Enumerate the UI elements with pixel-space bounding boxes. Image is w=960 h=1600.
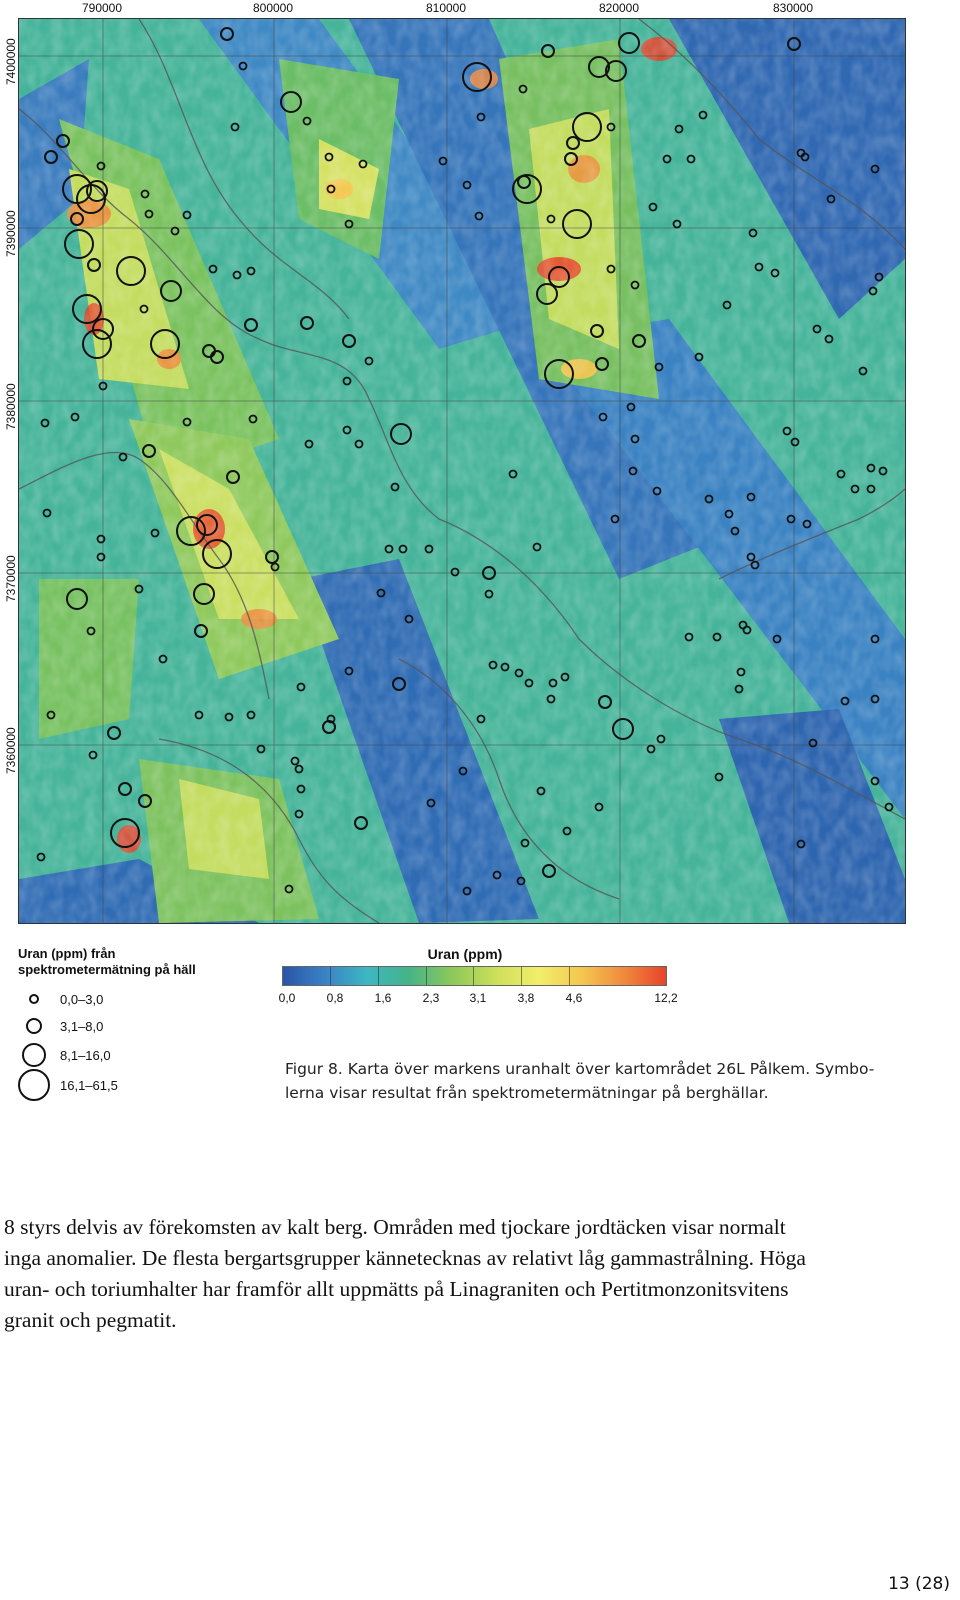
symbol-legend-label: 0,0–3,0 (60, 991, 104, 1007)
symbol-circle-small (29, 994, 39, 1004)
symbol-circle-medium (26, 1018, 42, 1034)
body-line: granit och pegmatit. (4, 1308, 177, 1332)
x-axis-label-830000: 830000 (772, 1, 814, 15)
color-scale-tick: 2,3 (422, 991, 440, 1005)
figure-caption-line2: lerna visar resultat från spektrometermätningar på berghällar. (285, 1084, 769, 1102)
color-scale-divider (521, 967, 522, 985)
symbol-legend-label: 8,1–16,0 (60, 1047, 111, 1063)
x-axis-label-800000: 800000 (252, 1, 294, 15)
symbol-legend-title-line2: spektrometermätning på häll (18, 962, 196, 977)
color-scale-tick: 3,1 (469, 991, 487, 1005)
color-scale-divider (473, 967, 474, 985)
symbol-legend-row-4 (14, 1070, 118, 1100)
uranium-raster-svg (19, 19, 905, 923)
color-scale-tick: 0,0 (278, 991, 296, 1005)
color-scale-title: Uran (ppm) (427, 946, 503, 962)
figure-caption-line1: Figur 8. Karta över markens uranhalt över kartområdet 26L Pålkem. Symbo- (285, 1060, 875, 1078)
x-axis-label-810000: 810000 (425, 1, 467, 15)
symbol-legend-row-3 (14, 1040, 111, 1070)
color-scale-bar (282, 966, 667, 986)
symbol-legend-label: 16,1–61,5 (60, 1077, 118, 1093)
uranium-map (18, 18, 906, 924)
symbol-circle-large (22, 1043, 46, 1067)
symbol-legend-row-1 (14, 984, 103, 1014)
symbol-legend-label: 3,1–8,0 (60, 1018, 104, 1034)
color-scale-divider (569, 967, 570, 985)
y-axis-label-7400000: 7400000 (4, 38, 18, 85)
x-axis-label-820000: 820000 (598, 1, 640, 15)
y-axis-label-7370000: 7370000 (4, 555, 18, 602)
page-number: 13 (28) (888, 1574, 950, 1594)
y-axis-label-7380000: 7380000 (4, 383, 18, 430)
color-scale-tick: 4,6 (565, 991, 583, 1005)
color-scale-tick: 12,2 (654, 991, 678, 1005)
color-scale-divider (426, 967, 427, 985)
speckle-texture (19, 19, 905, 923)
y-axis-label-7360000: 7360000 (4, 727, 18, 774)
figure-caption (285, 1057, 945, 1105)
body-line: 8 styrs delvis av förekomsten av kalt berg. Områden med tjockare jordtäcken visar normalt (4, 1215, 786, 1239)
color-scale-tick: 0,8 (326, 991, 344, 1005)
color-scale-tick: 3,8 (517, 991, 535, 1005)
symbol-legend-title (18, 946, 248, 978)
body-line: inga anomalier. De flesta bergartsgrupper kännetecknas av relativt låg gammastrålning. Höga (4, 1246, 806, 1270)
symbol-circle-xlarge (18, 1069, 50, 1101)
color-scale-divider (378, 967, 379, 985)
symbol-legend-row-2 (14, 1011, 103, 1041)
body-paragraph (4, 1212, 956, 1336)
x-axis-label-790000: 790000 (81, 1, 123, 15)
y-axis-label-7390000: 7390000 (4, 210, 18, 257)
body-line: uran- och toriumhalter har framför allt uppmätts på Linagraniten och Pertitmonzonitsvitens (4, 1277, 789, 1301)
symbol-legend-title-line1: Uran (ppm) från (18, 946, 116, 961)
color-scale-tick: 1,6 (374, 991, 392, 1005)
color-scale-divider (330, 967, 331, 985)
